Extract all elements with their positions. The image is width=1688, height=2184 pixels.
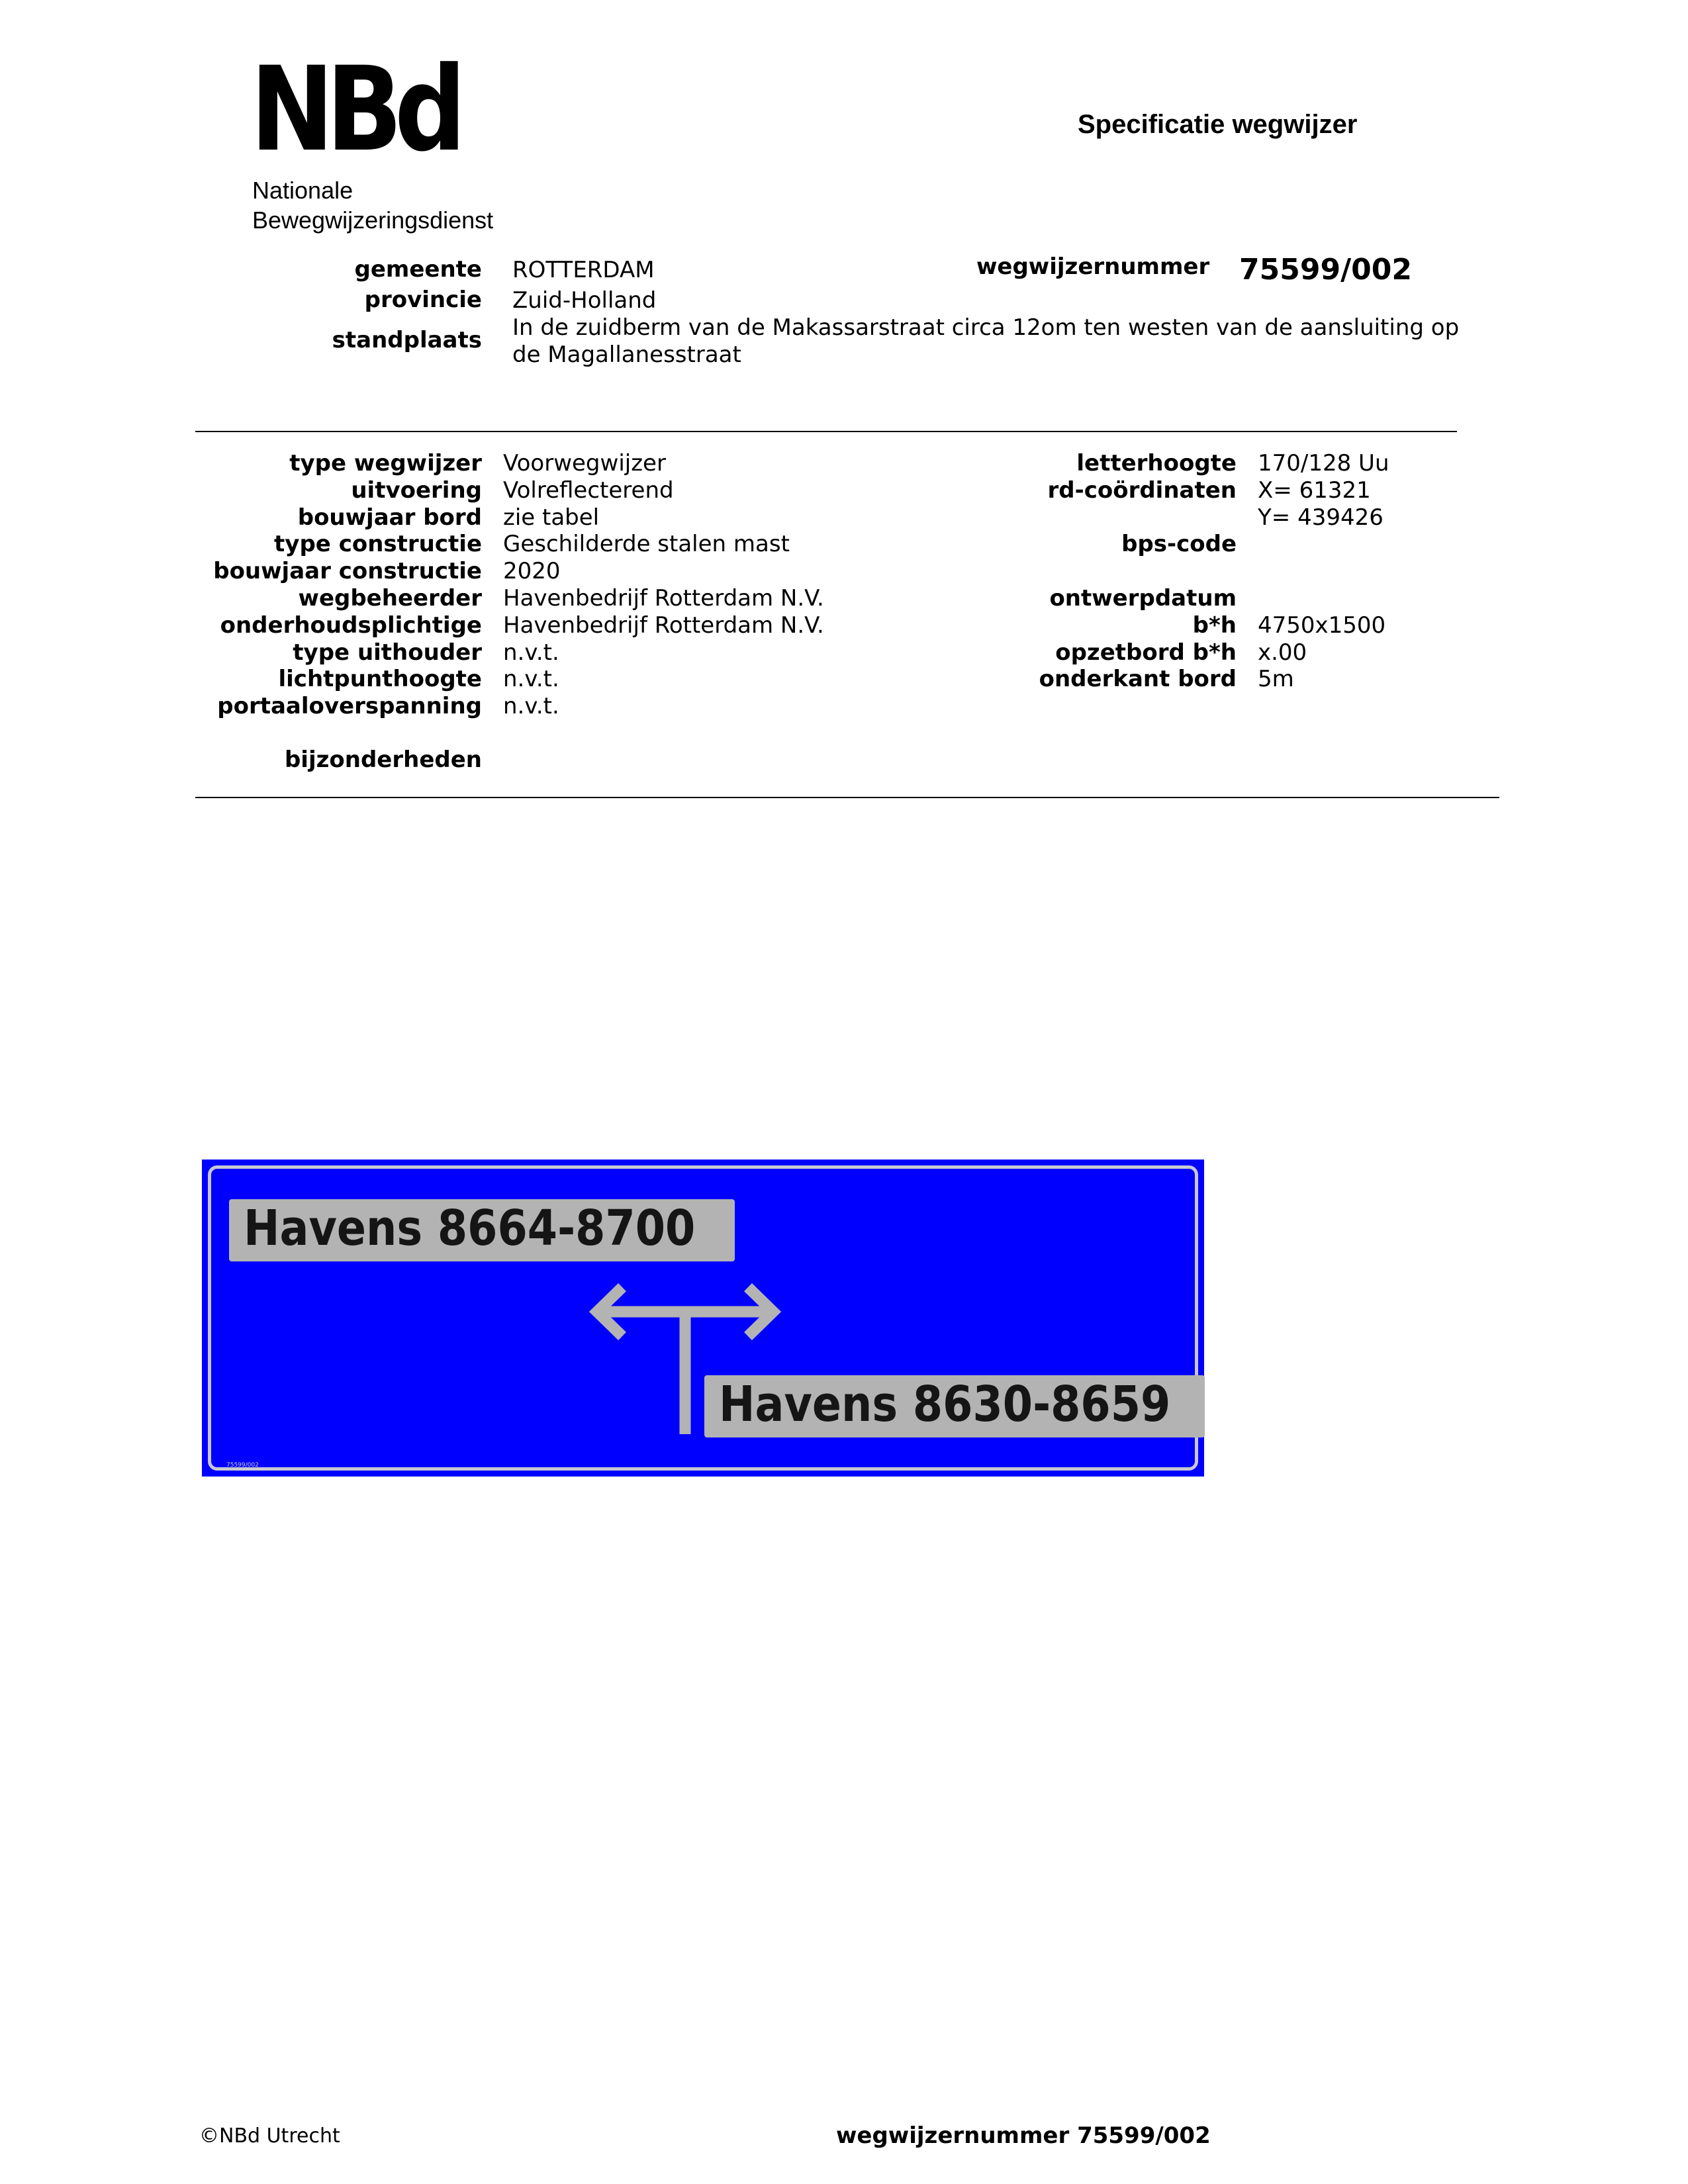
spec-value: Voorwegwijzer	[503, 450, 666, 477]
sign-plate-top	[229, 1199, 735, 1261]
bps-code-label: bps-code	[1121, 531, 1237, 557]
provincie-label: provincie	[364, 287, 482, 313]
opzetbord-value: x.00	[1258, 639, 1307, 666]
rd-y-value: Y= 439426	[1258, 504, 1383, 531]
ontwerpdatum-label: ontwerpdatum	[1049, 585, 1237, 612]
spec-value: n.v.t.	[503, 693, 559, 719]
sign-plate-bottom	[704, 1375, 1205, 1437]
spec-value: Havenbedrijf Rotterdam N.V.	[503, 585, 824, 612]
bijzonderheden-label: bijzonderheden	[284, 747, 482, 773]
spec-value: Havenbedrijf Rotterdam N.V.	[503, 612, 824, 639]
standplaats-value-line2: de Magallanesstraat	[512, 341, 741, 368]
page-title: Specificatie wegwijzer	[1078, 110, 1358, 139]
gemeente-value: ROTTERDAM	[512, 257, 655, 283]
onderkant-label: onderkant bord	[1039, 666, 1237, 692]
bh-label: b*h	[1192, 612, 1237, 639]
spec-value: n.v.t.	[503, 666, 559, 692]
gemeente-label: gemeente	[354, 256, 482, 283]
sign-plate-top-text: Havens 8664-8700	[244, 1200, 696, 1257]
bh-value: 4750x1500	[1258, 612, 1386, 639]
letterhoogte-value: 170/128 Uu	[1258, 450, 1389, 477]
rd-x-value: X= 61321	[1258, 477, 1371, 504]
sign-plate-bottom-text: Havens 8630-8659	[719, 1376, 1171, 1433]
rd-coordinaten-label: rd-coördinaten	[1047, 477, 1237, 504]
spec-value: zie tabel	[503, 504, 600, 531]
spec-value: 2020	[503, 558, 561, 584]
spec-label: portaaloverspanning	[217, 693, 482, 719]
spec-label: type constructie	[274, 531, 482, 557]
opzetbord-label: opzetbord b*h	[1055, 639, 1237, 666]
spec-value: Geschilderde stalen mast	[503, 531, 790, 557]
provincie-value: Zuid-Holland	[512, 287, 657, 314]
footer-wegwijzernummer: wegwijzernummer 75599/002	[836, 2122, 1211, 2149]
spec-label: bouwjaar constructie	[213, 558, 482, 584]
spec-label: onderhoudsplichtige	[220, 612, 482, 639]
spec-value: n.v.t.	[503, 639, 559, 666]
road-sign-image	[202, 1160, 1204, 1477]
nbd-logo: NBd	[250, 42, 459, 177]
sign-code: 75599/002	[226, 1462, 259, 1469]
wegwijzernummer-label: wegwijzernummer	[976, 253, 1210, 280]
spec-value: Volreflecterend	[503, 477, 674, 504]
wegwijzernummer-value: 75599/002	[1239, 253, 1412, 287]
logo-subtitle-line1: Nationale	[252, 177, 353, 204]
spec-label: type uithouder	[293, 639, 482, 666]
standplaats-label: standplaats	[332, 327, 482, 353]
divider-top	[195, 431, 1457, 432]
letterhoogte-label: letterhoogte	[1076, 450, 1237, 477]
onderkant-value: 5m	[1258, 666, 1294, 692]
divider-bottom	[195, 797, 1499, 798]
spec-label: uitvoering	[351, 477, 482, 504]
spec-label: wegbeheerder	[298, 585, 482, 612]
spec-label: lichtpunthoogte	[278, 666, 482, 692]
standplaats-value-line1: In de zuidberm van de Makassarstraat circa 12om ten westen van de aansluiting op	[512, 314, 1460, 341]
footer-copyright: ©NBd Utrecht	[199, 2124, 340, 2148]
spec-label: bouwjaar bord	[297, 504, 482, 531]
logo-subtitle-line2: Bewegwijzeringsdienst	[252, 206, 494, 234]
spec-label: type wegwijzer	[289, 450, 482, 477]
